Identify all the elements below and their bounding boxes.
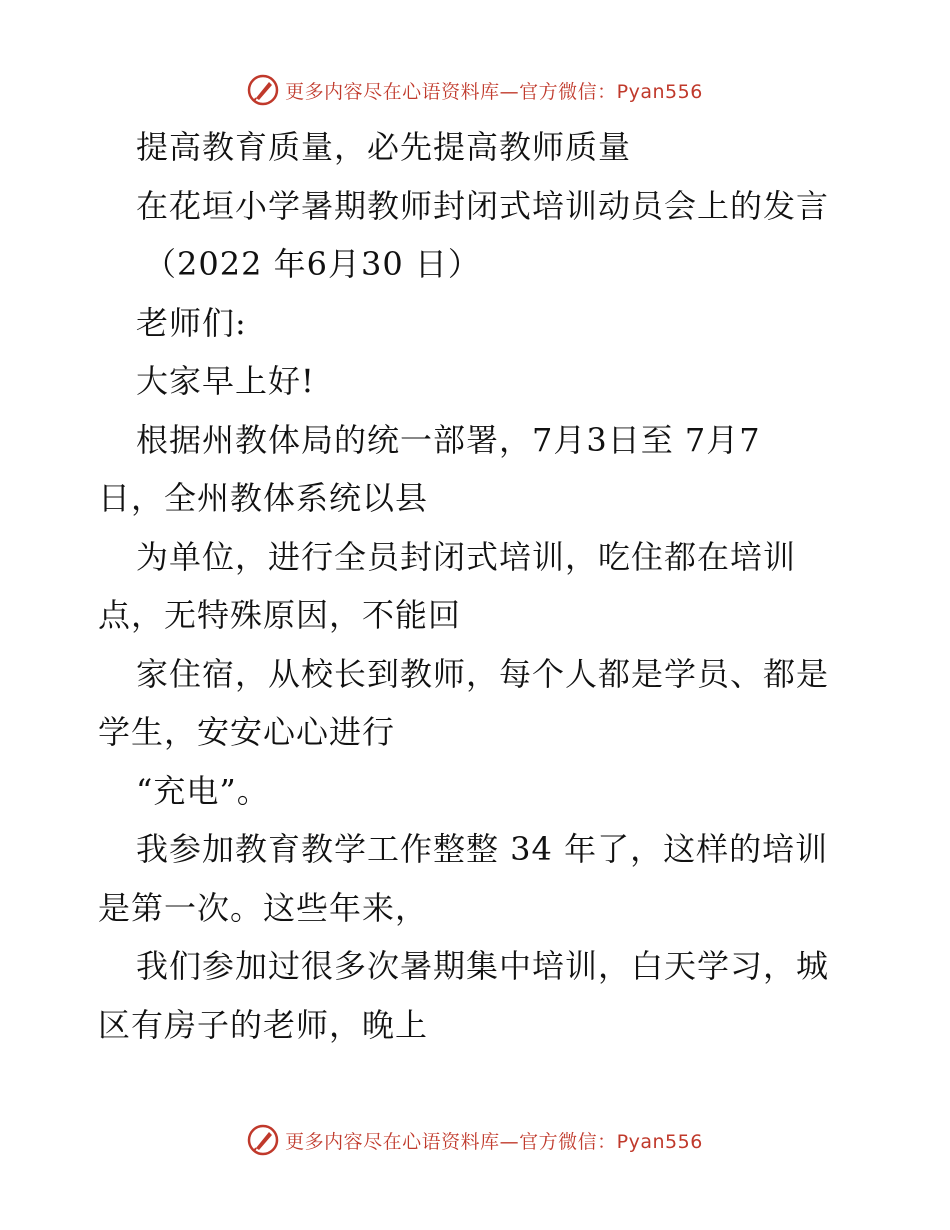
paragraph-line: “充电”。 (136, 771, 270, 810)
paragraph-line: 我们参加过很多次暑期集中培训，白天学习，城 (136, 947, 830, 985)
header-banner (0, 70, 950, 110)
footer-banner (0, 1120, 950, 1160)
footer-banner-text: 更多内容尽在心语资料库—官方微信：Pyan556 (285, 1130, 703, 1153)
paragraph-line: 学生，安安心心进行 (98, 713, 396, 751)
salutation: 老师们: (136, 303, 247, 342)
document-subtitle: 在花垣小学暑期教师封闭式培训动员会上的发言 (136, 186, 830, 225)
feather-pen-logo-icon (247, 1124, 279, 1156)
document-body (98, 118, 858, 1054)
document-title: 提高教育质量，必先提高教师质量 (136, 128, 632, 166)
paragraph-line: 点，无特殊原因，不能回 (98, 596, 462, 634)
paragraph-line: 我参加教育教学工作整整 34 年了，这样的培训 (136, 830, 829, 868)
document-date: （2022 年6月30 日） (144, 245, 481, 283)
paragraph-line: 为单位，进行全员封闭式培训，吃住都在培训 (136, 537, 797, 576)
paragraph-line: 是第一次。这些年来， (98, 888, 429, 927)
header-banner-text: 更多内容尽在心语资料库—官方微信：Pyan556 (285, 80, 703, 103)
paragraph-line: 日，全州教体系统以县 (98, 479, 429, 517)
paragraph-line: 根据州教体局的统一部署，7月3日至 7月7 (136, 420, 761, 459)
paragraph-line: 区有房子的老师，晚上 (98, 1005, 429, 1044)
greeting: 大家早上好! (136, 362, 315, 400)
paragraph-line: 家住宿，从校长到教师，每个人都是学员、都是 (136, 654, 830, 693)
feather-pen-logo-icon (247, 74, 279, 106)
